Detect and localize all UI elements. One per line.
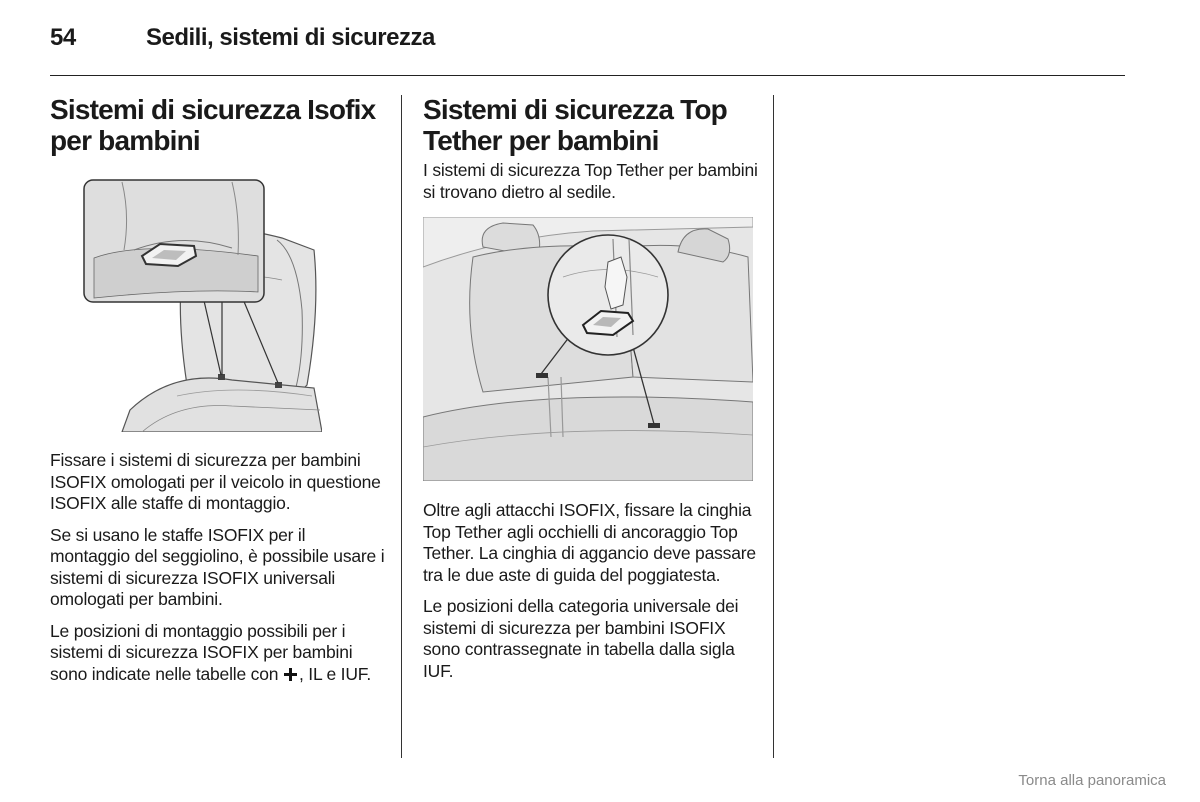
top-tether-illustration [423, 217, 753, 481]
top-tether-intro: I sistemi di sicurezza Top Tether per bambini si trovano dietro al sedile. [423, 160, 758, 202]
page-header [50, 24, 1125, 60]
isofix-paragraph-1: Fissare i sistemi di sicurezza per bambini ISOFIX omologati per il veicolo in questione ISOFIX alle staffe di montaggio. [50, 450, 381, 513]
isofix-seat-illustration [82, 170, 322, 432]
top-tether-paragraph-2: Le posizioni della categoria universale dei sistemi di sicurezza per bambini ISOFIX sono contrassegnate in tabella dalla sigla IUF. [423, 596, 739, 681]
isofix-paragraph-3 [50, 621, 385, 686]
plus-icon [283, 667, 298, 682]
column-isofix [50, 94, 385, 695]
top-tether-heading: Sistemi di sicurezza Top Tether per bambini [423, 94, 727, 156]
header-rule [50, 75, 1125, 76]
back-to-overview-link[interactable]: Torna alla panoramica [1018, 772, 1166, 789]
column-divider-2 [773, 95, 774, 758]
isofix-paragraph-3-text: Le posizioni di montaggio possibili per i sistemi di sicurezza ISOFIX per bambini sono indicate nelle tabelle con [50, 620, 353, 684]
chapter-title: Sedili, sistemi di sicurezza [146, 24, 435, 51]
isofix-paragraph-2: Se si usano le staffe ISOFIX per il montaggio del seggiolino, è possibile usare i sistemi di sicurezza ISOFIX universali omologati per bambini. [50, 524, 385, 609]
isofix-paragraph-3-tail: , IL e IUF. [298, 663, 371, 684]
isofix-heading: Sistemi di sicurezza Isofix per bambini [50, 94, 376, 156]
top-tether-paragraph-1: Oltre agli attacchi ISOFIX, fissare la cinghia Top Tether agli occhielli di ancoraggio Top Tether. La cinghia di aggancio deve passare tra le due aste di guida del poggiatesta. [423, 500, 756, 585]
page-number: 54 [50, 24, 76, 51]
column-top-tether [423, 94, 758, 692]
column-divider-1 [401, 95, 402, 758]
